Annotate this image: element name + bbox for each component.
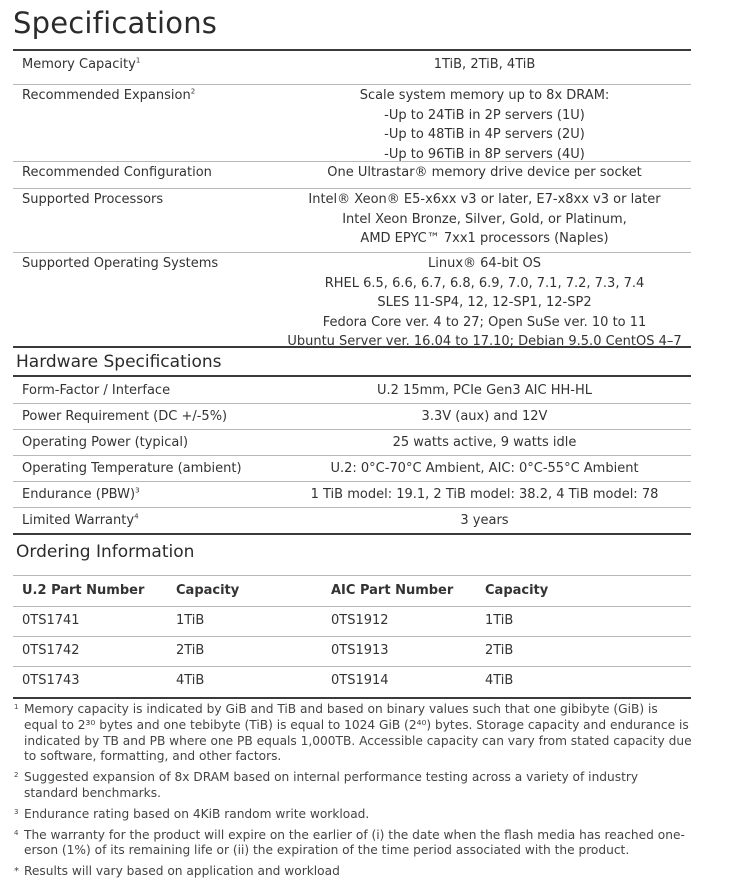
ordering-cell: 4TiB <box>176 673 205 688</box>
hardware-label: Operating Power (typical) <box>22 435 189 450</box>
spec-divider <box>13 161 691 162</box>
hardware-label: Limited Warranty$^4$ <box>22 512 139 528</box>
spec-label: Memory Capacity$^1$ <box>22 56 141 72</box>
ordering-cell: 0TS1914 <box>331 673 389 688</box>
spec-divider <box>13 252 691 253</box>
spec-label: Supported Operating Systems <box>22 256 219 271</box>
hardware-value <box>278 407 691 427</box>
hardware-divider <box>13 403 691 404</box>
footnote-line: to software, formatting, and other factors. <box>24 749 282 764</box>
spec-label: Recommended Expansion$^2$ <box>22 87 196 103</box>
hardware-value-line: 1 TiB model: 19.1, 2 TiB model: 38.2, 4 TiB model: 78 <box>310 487 659 502</box>
spec-value-line: 1TiB, 2TiB, 4TiB <box>433 57 536 72</box>
hardware-divider <box>13 481 691 482</box>
spec-label: Supported Processors <box>22 192 164 207</box>
ordering-top-divider <box>13 575 691 576</box>
ordering-divider <box>13 636 691 637</box>
footnote <box>14 828 742 860</box>
footnote <box>14 864 742 880</box>
ordering-cell: 0TS1742 <box>22 643 80 658</box>
spec-value-line: AMD EPYC™ 7xx1 processors (Naples) <box>360 231 609 246</box>
hardware-value-line: U.2: 0°C-70°C Ambient, AIC: 0°C-55°C Ambient <box>330 461 639 476</box>
hardware-divider <box>13 507 691 508</box>
ordering-header: Capacity <box>485 583 549 598</box>
hardware-value <box>278 459 691 479</box>
spec-value-line: Linux® 64-bit OS <box>428 256 541 271</box>
hardware-value <box>278 381 691 401</box>
hardware-label: Endurance (PBW)$^3$ <box>22 486 140 502</box>
hardware-heading: Hardware Specifications <box>16 352 222 372</box>
footnote-line: indicated by TB and PB where one PB equals 1,000TB. Accessible capacity can vary from stated capacity due <box>24 733 692 748</box>
footnote <box>14 702 742 765</box>
hardware-value-line: U.2 15mm, PCIe Gen3 AIC HH-HL <box>377 383 592 398</box>
ordering-heading: Ordering Information <box>16 542 195 562</box>
spec-value-line: SLES 11-SP4, 12, 12-SP1, 12-SP2 <box>377 295 592 310</box>
spec-value-line: Intel Xeon Bronze, Silver, Gold, or Platinum, <box>342 211 627 227</box>
footnote-line: equal to 2³⁰ bytes and one tebibyte (TiB) is equal to 1024 GiB (2⁴⁰) bytes. Storage capacity and endurance is <box>24 717 689 732</box>
footnote <box>14 770 742 802</box>
footnote-marker: 3 <box>14 807 19 816</box>
spec-value <box>278 163 691 183</box>
hardware-value <box>278 511 691 531</box>
ordering-cell: 0TS1741 <box>22 613 80 628</box>
hardware-value <box>278 433 691 453</box>
spec-value-line: Scale system memory up to 8x DRAM: <box>359 88 610 103</box>
ordering-cell: 0TS1743 <box>22 673 80 688</box>
hardware-divider <box>13 429 691 430</box>
ordering-divider <box>13 666 691 667</box>
footnote-marker: 2 <box>14 771 19 780</box>
spec-value-line: Intel® Xeon® E5-x6xx v3 or later, E7-x8xx v3 or later <box>308 192 661 207</box>
footnote-line: Results will vary based on application and workload <box>24 864 340 879</box>
ordering-cell: 1TiB <box>485 613 514 628</box>
hardware-value <box>278 485 691 505</box>
page-title: Specifications <box>13 6 218 40</box>
footnote-marker: 4 <box>14 828 19 837</box>
spec-value-line: RHEL 6.5, 6.6, 6.7, 6.8, 6.9, 7.0, 7.1, 7.2, 7.3, 7.4 <box>324 275 645 291</box>
ordering-divider <box>13 606 691 607</box>
spec-value-line: -Up to 48TiB in 4P servers (2U) <box>384 127 585 142</box>
spec-value <box>278 254 691 352</box>
ordering-cell: 0TS1912 <box>331 613 389 628</box>
spec-value <box>278 86 691 164</box>
hardware-label: Power Requirement (DC +/-5%) <box>22 409 228 424</box>
hardware-value-line: 3.3V (aux) and 12V <box>421 409 548 424</box>
ordering-cell: 2TiB <box>485 643 514 658</box>
spec-value <box>278 55 691 75</box>
ordering-cell: 1TiB <box>176 613 205 628</box>
spec-label: Recommended Configuration <box>22 165 212 180</box>
ordering-bottom-divider <box>13 697 691 699</box>
footnote-marker: * <box>14 866 19 878</box>
ordering-header: AIC Part Number <box>331 583 454 598</box>
footnote <box>14 807 742 823</box>
ordering-cell: 2TiB <box>176 643 205 658</box>
hardware-label: Operating Temperature (ambient) <box>22 461 242 476</box>
ordering-header: U.2 Part Number <box>22 583 145 598</box>
spec-value-line: One Ultrastar® memory drive device per socket <box>327 165 642 180</box>
hardware-label: Form-Factor / Interface <box>22 383 171 398</box>
footnote-line: standard benchmarks. <box>24 785 161 800</box>
spec-divider <box>13 188 691 189</box>
spec-value-line: Ubuntu Server ver. 16.04 to 17.10; Debian 9.5.0 CentOS 4–7 <box>287 334 682 349</box>
ordering-cell: 4TiB <box>485 673 514 688</box>
ordering-cell: 0TS1913 <box>331 643 389 658</box>
spec-value-line: -Up to 24TiB in 2P servers (1U) <box>384 107 585 123</box>
hardware-divider <box>13 455 691 456</box>
ordering-header: Capacity <box>176 583 240 598</box>
footnotes <box>14 702 742 885</box>
hardware-bottom-divider <box>13 533 691 535</box>
footnote-line: Endurance rating based on 4KiB random write workload. <box>24 806 370 821</box>
footnote-line: Memory capacity is indicated by GiB and TiB and based on binary values such that one gibibyte (GiB) is <box>24 702 658 716</box>
footnote-marker: 1 <box>14 703 19 711</box>
hardware-value-line: 3 years <box>460 513 509 528</box>
footnote-line: Suggested expansion of 8x DRAM based on internal performance testing across a variety of industry <box>24 770 639 785</box>
footnote-line: erson (1%) of its remaining life or (ii) the expiration of the time period associated with the product. <box>24 843 630 858</box>
footnote-line: The warranty for the product will expire on the earlier of (i) the date when the flash media has reached one- <box>24 827 685 842</box>
title-divider <box>13 49 691 51</box>
spec-divider <box>13 84 691 85</box>
hardware-heading-divider <box>13 375 691 377</box>
spec-value <box>278 190 691 249</box>
hardware-top-divider <box>13 346 691 348</box>
spec-value-line: -Up to 96TiB in 8P servers (4U) <box>384 146 585 162</box>
hardware-value-line: 25 watts active, 9 watts idle <box>392 435 577 450</box>
spec-value-line: Fedora Core ver. 4 to 27; Open SuSe ver. 10 to 11 <box>322 314 647 330</box>
